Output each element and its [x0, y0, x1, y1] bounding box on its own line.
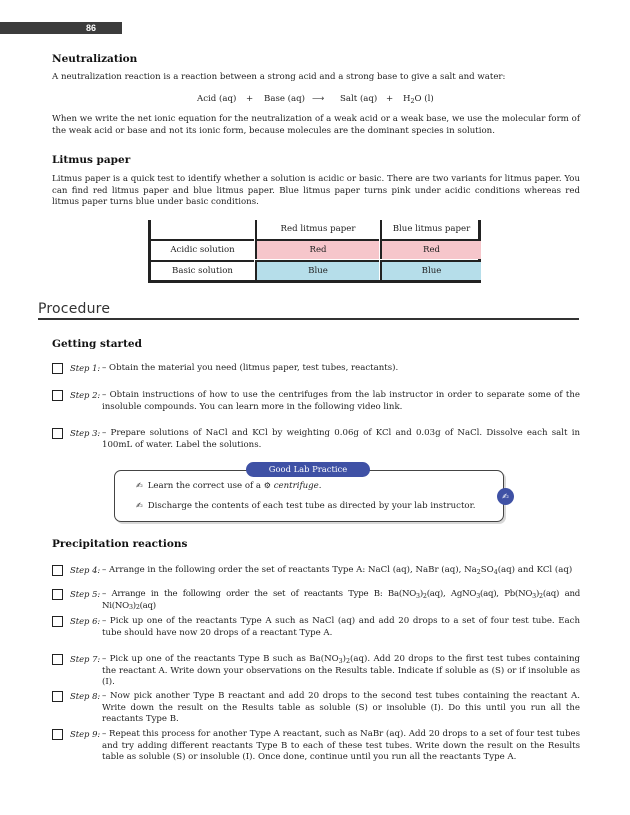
table-header-cell: Blue litmus paper [380, 220, 481, 239]
step-checkbox[interactable] [52, 691, 63, 702]
step-label: Step 9: [70, 729, 101, 739]
step-text: – Pick up one of the reactants Type B such as $Ba(NO_3)_2(aq)$. Add 20 drops to the first test tubes containing the reactant A. Write down your observations on the Results table. Indicate if soluble as (S) or if insoluble as (I). [102, 654, 580, 688]
eq-plus: + [246, 94, 254, 104]
table-cell: Red [255, 239, 379, 259]
centrifuge-link[interactable]: centrifuge. [273, 481, 322, 491]
step-checkbox[interactable] [52, 616, 63, 627]
table-header-cell [151, 220, 254, 239]
eq-water-sub: 2 [410, 97, 415, 105]
litmus-body: Litmus paper is a quick test to identify whether a solution is acidic or basic. There are two variants for litmus paper. You can find red litmus paper and blue litmus paper. Blue litmus paper turns pink under acidic conditions whereas red litmus paper turns blue under basic conditions. [52, 174, 580, 208]
gear-icon: ⚙ [263, 481, 271, 490]
step-text: – Repeat this process for another Type A reactant, such as NaBr (aq). Add 20 drops to a set of four test tubes and try adding different reactants Type B to each of these test tubes. Write down the result on the Results table as soluble (S) or insoluble (I). Once done, continue until you run all the reactants Type A. [102, 729, 580, 763]
table-cell: Blue [255, 260, 379, 280]
eq-base: Base (aq) [264, 94, 305, 104]
table-row-label: Acidic solution [151, 239, 254, 259]
good-lab-practice-title: Good Lab Practice [246, 462, 370, 477]
pen-icon: ✍ [497, 488, 514, 505]
getting-started-heading: Getting started [52, 338, 142, 350]
litmus-table [148, 220, 481, 283]
neutralization-body: When we write the net ionic equation for the neutralization of a weak acid or a weak base, we use the molecular form of the weak acid or base and not its ionic form, because molecules are the dominant species in solution. [52, 114, 580, 136]
step-label: Step 4: [70, 565, 101, 575]
eq-water-o: O (l) [414, 94, 434, 104]
step-checkbox[interactable] [52, 428, 63, 439]
step-text: – Obtain instructions of how to use the centrifuges from the lab instructor in order to separate some of the insoluble compounds. You can learn more in the following video link. [102, 390, 580, 412]
procedure-title: Procedure [38, 301, 111, 317]
step-label: Step 3: [70, 428, 101, 438]
step-label: Step 7: [70, 654, 101, 664]
step-text: – Prepare solutions of NaCl and KCl by weighting 0.06g of KCl and 0.03g of NaCl. Dissolve each salt in 100mL of water. Label the solutions. [102, 428, 580, 450]
neutralization-heading: Neutralization [52, 53, 138, 65]
pen-icon: ✍ [136, 481, 143, 490]
eq-water [403, 94, 434, 106]
eq-water-h: H [403, 94, 411, 104]
step-label: Step 6: [70, 616, 101, 626]
step-text: – Pick up one of the reactants Type A such as NaCl (aq) and add 20 drops to a set of four test tube. Each tube should have now 20 drops of a reactant Type A. [102, 616, 580, 638]
step-checkbox[interactable] [52, 654, 63, 665]
step-label: Step 2: [70, 390, 101, 400]
step-checkbox[interactable] [52, 729, 63, 740]
table-row-label: Basic solution [151, 260, 254, 280]
good-lab-practice-box [114, 470, 504, 522]
table-cell: Red [380, 239, 481, 259]
glp-item-text: Learn the correct use of a [147, 481, 262, 491]
glp-item-discharge [136, 500, 475, 513]
neutralization-intro: A neutralization reaction is a reaction between a strong acid and a strong base to give a salt and water: [52, 72, 506, 82]
step-text: – Now pick another Type B reactant and add 20 drops to the second test tubes containing the reactant A. Write down the result on the Results table as soluble (S) or insoluble (I). Do this until you run all the reactants Type B. [102, 691, 580, 725]
step-label: Step 5: [70, 589, 101, 599]
glp-item-centrifuge [136, 480, 321, 493]
step-label: Step 8: [70, 691, 101, 701]
eq-plus: + [386, 94, 394, 104]
step-checkbox[interactable] [52, 390, 63, 401]
section-divider [38, 318, 579, 320]
page-number-bar [0, 22, 122, 34]
step-text: – Arrange in the following order the set of reactants Type B: $Ba(NO_3)_2(aq)$, AgNO$_3$(aq), $Pb(NO_3)_2(aq)$ and $Ni(NO_3)_2(aq)$ [102, 589, 580, 612]
step-checkbox[interactable] [52, 565, 63, 576]
precipitation-heading: Precipitation reactions [52, 538, 188, 550]
page-number: 86 [85, 23, 96, 33]
step-checkbox[interactable] [52, 589, 63, 600]
step-checkbox[interactable] [52, 363, 63, 374]
litmus-heading: Litmus paper [52, 154, 131, 166]
neutralization-equation [0, 94, 630, 106]
step-label: Step 1: [70, 363, 101, 373]
glp-item-text: Discharge the contents of each test tube as directed by your lab instructor. [147, 501, 476, 511]
eq-arrow-icon: ⟶ [312, 94, 325, 104]
pen-icon: ✍ [136, 501, 143, 510]
step-text: – Arrange in the following order the set of reactants Type A: NaCl (aq), NaBr (aq), $Na_2SO_4(aq)$ and KCl (aq) [102, 565, 573, 576]
table-cell: Blue [380, 260, 481, 280]
step-text: – Obtain the material you need (litmus paper, test tubes, reactants). [102, 363, 399, 373]
eq-acid: Acid (aq) [197, 94, 237, 104]
eq-salt: Salt (aq) [340, 94, 378, 104]
table-header-cell: Red litmus paper [255, 220, 379, 239]
